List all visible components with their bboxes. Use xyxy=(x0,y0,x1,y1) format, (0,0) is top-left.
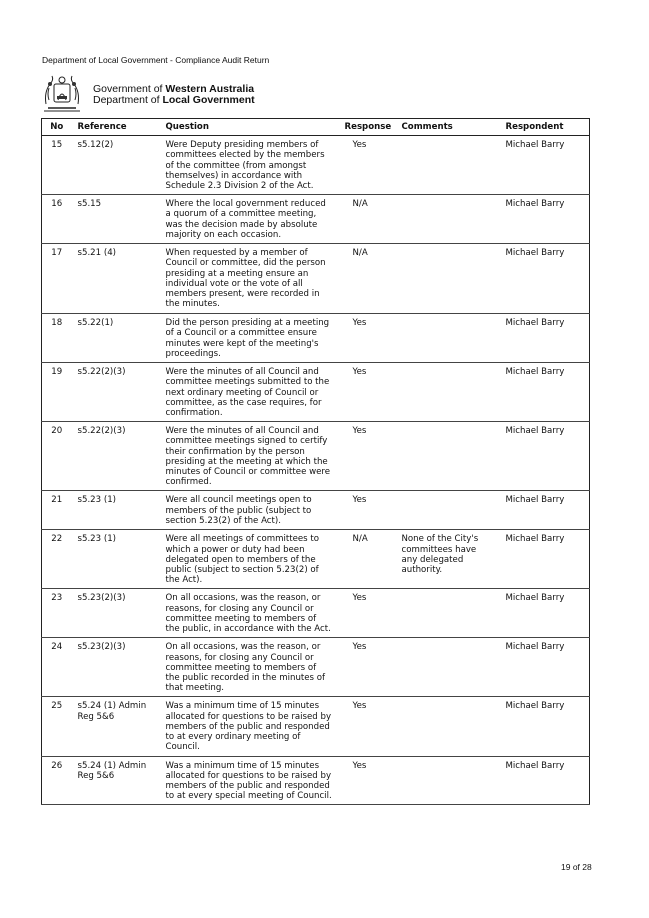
row-question: Was a minimum time of 15 minutes allocated for questions to be raised by members of the public and responded to at every special meeting of Council. xyxy=(160,756,339,805)
table-row xyxy=(42,530,590,589)
row-question: Were the minutes of all Council and committee meetings submitted to the next ordinary meeting of Council or committee, as the case requires, for confirmation. xyxy=(160,363,339,422)
table-row xyxy=(42,756,590,805)
row-response: Yes xyxy=(339,136,396,195)
table-row xyxy=(42,136,590,195)
row-response: Yes xyxy=(339,589,396,638)
row-comments xyxy=(396,638,500,697)
row-comments: None of the City's committees have any delegated authority. xyxy=(396,530,500,589)
row-comments xyxy=(396,697,500,756)
compliance-table xyxy=(41,118,590,805)
row-number: 19 xyxy=(42,363,72,422)
row-response: Yes xyxy=(339,363,396,422)
column-header-comments: Comments xyxy=(396,119,500,136)
row-question: Were the minutes of all Council and committee meetings signed to certify their confirmation by the person presiding at the meeting at which the minutes of Council or committee were confirmed. xyxy=(160,422,339,491)
table-header-row xyxy=(42,119,590,136)
row-response: N/A xyxy=(339,244,396,314)
row-question: Were all meetings of committees to which a power or duty had been delegated open to members of the public (subject to section 5.23(2) of the Act). xyxy=(160,530,339,589)
row-question: Where the local government reduced a quorum of a committee meeting, was the decision made by absolute majority on each occasion. xyxy=(160,195,339,244)
row-question: Did the person presiding at a meeting of a Council or a committee ensure minutes were kept of the meeting's proceedings. xyxy=(160,314,339,363)
column-header-respondent: Respondent xyxy=(500,119,590,136)
gov-line-prefix: Government of xyxy=(93,83,166,95)
row-comments xyxy=(396,491,500,530)
row-response: Yes xyxy=(339,491,396,530)
row-question: Were all council meetings open to members of the public (subject to section 5.23(2) of the Act). xyxy=(160,491,339,530)
table-row xyxy=(42,697,590,756)
row-comments xyxy=(396,589,500,638)
row-reference: s5.22(1) xyxy=(72,314,160,363)
row-response: Yes xyxy=(339,756,396,805)
row-reference: s5.22(2)(3) xyxy=(72,363,160,422)
row-response: Yes xyxy=(339,697,396,756)
government-logo-block xyxy=(40,74,300,114)
government-name xyxy=(93,84,255,106)
row-number: 23 xyxy=(42,589,72,638)
row-reference: s5.23(2)(3) xyxy=(72,589,160,638)
row-respondent: Michael Barry xyxy=(500,530,590,589)
dept-line-prefix: Department of xyxy=(93,94,163,106)
column-header-response: Response xyxy=(339,119,396,136)
row-response: N/A xyxy=(339,195,396,244)
row-respondent: Michael Barry xyxy=(500,491,590,530)
row-response: N/A xyxy=(339,530,396,589)
row-respondent: Michael Barry xyxy=(500,195,590,244)
row-respondent: Michael Barry xyxy=(500,314,590,363)
table-row xyxy=(42,589,590,638)
row-comments xyxy=(396,422,500,491)
document-header: Department of Local Government - Compliance Audit Return xyxy=(42,55,270,65)
row-response: Yes xyxy=(339,314,396,363)
row-number: 16 xyxy=(42,195,72,244)
table-row xyxy=(42,363,590,422)
row-number: 22 xyxy=(42,530,72,589)
table-row xyxy=(42,244,590,314)
page-number: 19 of 28 xyxy=(561,862,592,872)
row-respondent: Michael Barry xyxy=(500,756,590,805)
row-number: 18 xyxy=(42,314,72,363)
gov-line-bold: Western Australia xyxy=(165,83,255,95)
row-number: 25 xyxy=(42,697,72,756)
row-number: 15 xyxy=(42,136,72,195)
row-question: On all occasions, was the reason, or reasons, for closing any Council or committee meeting to members of the public, in accordance with the Act. xyxy=(160,589,339,638)
coat-of-arms-icon xyxy=(40,74,84,114)
row-respondent: Michael Barry xyxy=(500,136,590,195)
row-reference: s5.23(2)(3) xyxy=(72,638,160,697)
row-question: When requested by a member of Council or committee, did the person presiding at a meeting ensure an individual vote or the vote of all members present, were recorded in the minutes. xyxy=(160,244,339,314)
row-comments xyxy=(396,756,500,805)
column-header-no: No xyxy=(42,119,72,136)
column-header-reference: Reference xyxy=(72,119,160,136)
row-reference: s5.21 (4) xyxy=(72,244,160,314)
table-row xyxy=(42,314,590,363)
row-question: Were Deputy presiding members of committees elected by the members of the committee (from amongst themselves) in accordance with Schedule 2.3 Division 2 of the Act. xyxy=(160,136,339,195)
row-number: 21 xyxy=(42,491,72,530)
table-row xyxy=(42,195,590,244)
row-respondent: Michael Barry xyxy=(500,697,590,756)
row-reference: s5.15 xyxy=(72,195,160,244)
row-question: On all occasions, was the reason, or reasons, for closing any Council or committee meeting to members of the public recorded in the minutes of that meeting. xyxy=(160,638,339,697)
row-response: Yes xyxy=(339,422,396,491)
row-respondent: Michael Barry xyxy=(500,363,590,422)
row-number: 20 xyxy=(42,422,72,491)
row-respondent: Michael Barry xyxy=(500,589,590,638)
row-comments xyxy=(396,136,500,195)
row-comments xyxy=(396,363,500,422)
row-question: Was a minimum time of 15 minutes allocated for questions to be raised by members of the public and responded to at every ordinary meeting of Council. xyxy=(160,697,339,756)
table-row xyxy=(42,422,590,491)
row-comments xyxy=(396,195,500,244)
row-reference: s5.24 (1) Admin Reg 5&6 xyxy=(72,756,160,805)
row-respondent: Michael Barry xyxy=(500,244,590,314)
row-response: Yes xyxy=(339,638,396,697)
row-comments xyxy=(396,314,500,363)
row-reference: s5.24 (1) Admin Reg 5&6 xyxy=(72,697,160,756)
row-reference: s5.23 (1) xyxy=(72,530,160,589)
table-row xyxy=(42,491,590,530)
dept-line-bold: Local Government xyxy=(162,94,255,106)
row-respondent: Michael Barry xyxy=(500,422,590,491)
row-number: 24 xyxy=(42,638,72,697)
row-reference: s5.22(2)(3) xyxy=(72,422,160,491)
row-comments xyxy=(396,244,500,314)
row-reference: s5.23 (1) xyxy=(72,491,160,530)
column-header-question: Question xyxy=(160,119,339,136)
row-number: 26 xyxy=(42,756,72,805)
row-reference: s5.12(2) xyxy=(72,136,160,195)
compliance-table-container xyxy=(41,118,589,805)
table-row xyxy=(42,638,590,697)
row-number: 17 xyxy=(42,244,72,314)
row-respondent: Michael Barry xyxy=(500,638,590,697)
